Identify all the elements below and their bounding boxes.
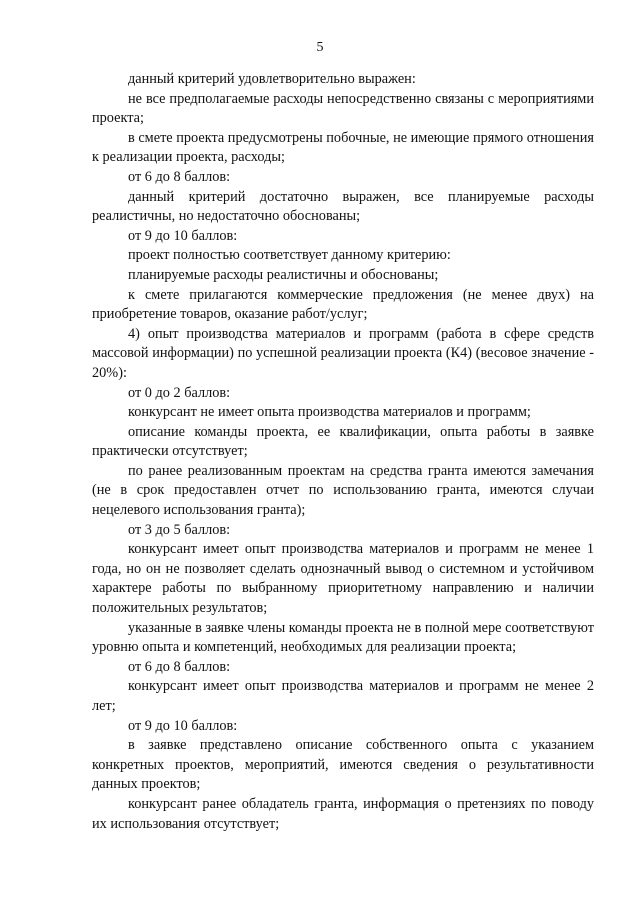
paragraph: не все предполагаемые расходы непосредственно связаны с мероприятиями проекта; xyxy=(92,90,594,127)
paragraph: данный критерий удовлетворительно выражен: xyxy=(128,71,416,87)
paragraph: от 6 до 8 баллов: xyxy=(128,168,231,185)
page-number: 5 xyxy=(316,40,324,55)
paragraph: данный критерий достаточно выражен, все планируемые расходы реалистичны, но недостаточно обоснованы; xyxy=(92,188,594,225)
paragraph: от 6 до 8 баллов: xyxy=(128,658,231,675)
paragraph: 4) опыт производства материалов и программ (работа в сфере средств массовой информации) по успешной реализации проекта (К4) (весовое значение - 20%): xyxy=(92,325,594,381)
paragraph: в заявке представлено описание собственного опыта с указанием конкретных проектов, мероприятий, имеются сведения о результативности данных проектов; xyxy=(92,737,594,793)
paragraph: конкурсант имеет опыт производства материалов и программ не менее 2 лет; xyxy=(92,678,594,714)
paragraph: к смете прилагаются коммерческие предложения (не менее двух) на приобретение товаров, оказание работ/услуг; xyxy=(92,286,594,323)
paragraph: конкурсант ранее обладатель гранта, информация о претензиях по поводу их использования отсутствует; xyxy=(92,795,594,832)
paragraph: проект полностью соответствует данному критерию: xyxy=(128,247,451,264)
paragraph: описание команды проекта, ее квалификации, опыта работы в заявке практически отсутствует; xyxy=(92,423,594,460)
paragraph: от 0 до 2 баллов: xyxy=(128,384,231,401)
paragraph: указанные в заявке члены команды проекта не в полной мере соответствуют уровню опыта и компетенций, необходимых для реализации проекта; xyxy=(92,619,594,656)
paragraph: в смете проекта предусмотрены побочные, не имеющие прямого отношения к реализации проекта, расходы; xyxy=(92,129,594,166)
paragraph: планируемые расходы реалистичны и обоснованы; xyxy=(128,266,439,283)
paragraph: от 9 до 10 баллов: xyxy=(128,227,238,244)
paragraph: от 9 до 10 баллов: xyxy=(128,717,238,734)
paragraph: конкурсант имеет опыт производства материалов и программ не менее 1 года, но он не позволяет сделать однозначный вывод о системном и устойчивом характере работы по выбранному приоритетному направлению и наличии положительных результатов; xyxy=(92,541,594,617)
paragraph: от 3 до 5 баллов: xyxy=(128,521,231,538)
paragraph: конкурсант не имеет опыта производства материалов и программ; xyxy=(128,404,531,421)
document-body xyxy=(92,70,594,834)
paragraph: по ранее реализованным проектам на средства гранта имеются замечания (не в срок предоставлен отчет по использованию гранта, имеются случаи нецелевого использования гранта); xyxy=(92,462,594,519)
